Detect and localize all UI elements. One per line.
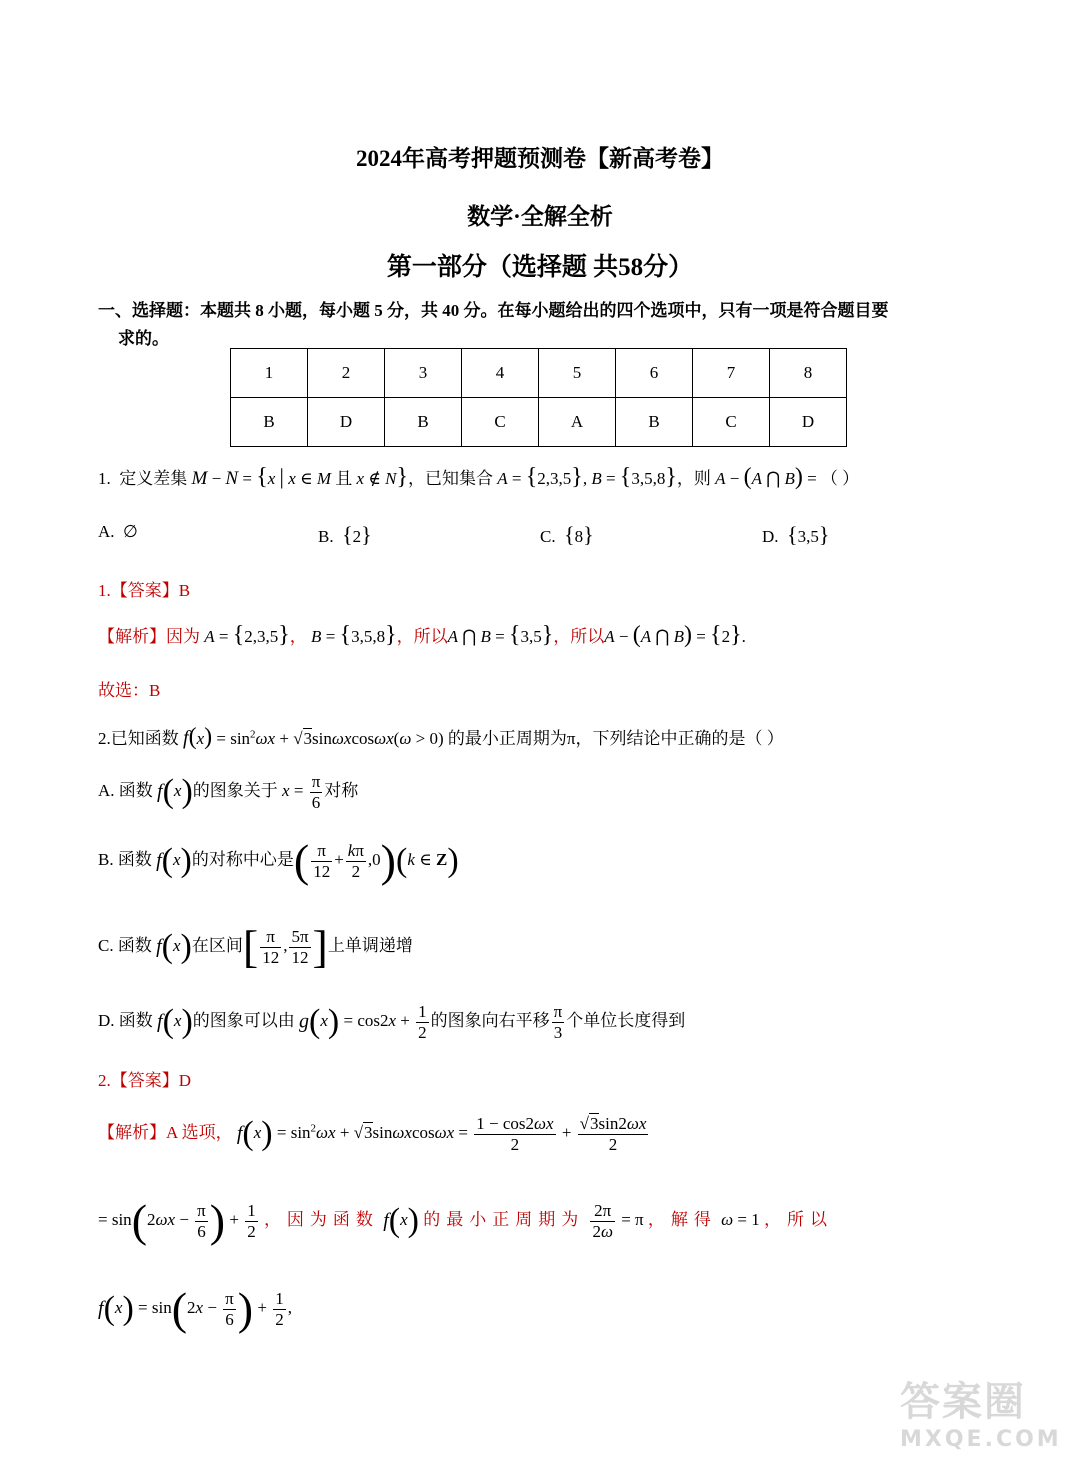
- question-text: ，已知集合: [408, 469, 494, 488]
- q2-analysis-line3: f(x) = sin(2x − $\frac{\pi}{6}$ ) + $\frac{1}{2}$ ,: [98, 1283, 292, 1334]
- question-number: 1.: [98, 469, 111, 488]
- analysis-text: ，所以: [764, 1209, 833, 1229]
- option-text: 上单调递增: [327, 935, 413, 955]
- option-text: C. 函数: [98, 935, 152, 955]
- table-cell: D: [308, 398, 385, 447]
- q2-analysis-line2: = sin(2ωx − $\frac{\pi}{6}$ ) + $\frac{1}{2}$ ，因为函数 f(x) 的最小正周期为 $\frac{2\pi}{2\omega}$ = π ，解得 ω = 1 ，所以: [98, 1195, 833, 1246]
- option-label: A.: [98, 522, 115, 541]
- watermark-logo: [900, 1370, 1070, 1450]
- watermark-line2: MXQE.COM: [900, 1427, 1062, 1452]
- question-text: 定义差集: [119, 469, 188, 488]
- option-label: C.: [540, 527, 556, 546]
- section-intro-line2: 求的。: [118, 329, 169, 348]
- table-cell: D: [770, 398, 847, 447]
- option-text: 的图象向右平移: [430, 1010, 550, 1030]
- q2-option-d: D. 函数 f(x)的图象可以由 g(x) = cos2x + $\frac{1}{2}$ 的图象向右平移 $\frac{\pi}{3}$ 个单位长度得到: [98, 1002, 686, 1042]
- table-cell: 2: [308, 349, 385, 398]
- page-subtitle: 数学·全解全析: [467, 204, 613, 229]
- analysis-text: ，解得: [647, 1209, 717, 1229]
- table-cell: A: [539, 398, 616, 447]
- question-text: 2.已知函数: [98, 729, 179, 748]
- question-text: 的最小正周期为π，下列结论中正确的是（ ）: [447, 729, 784, 748]
- table-cell: C: [462, 398, 539, 447]
- analysis-text: ，所以: [553, 627, 605, 646]
- q1-option-a: A. ∅: [98, 522, 138, 541]
- part-heading: 第一部分（选择题 共58分）: [386, 254, 694, 281]
- q2-analysis-line1: 【解析】A 选项， $f(x) = \sin^2\omega x + √3\sin\omega xcos\omega x$ = $\frac{1 - \cos 2\omega x}{2}$ + $\frac{√3\sin 2\omega x}{2}$: [98, 1114, 647, 1154]
- table-cell: 7: [693, 349, 770, 398]
- q2-option-b: B. 函数 f(x)的对称中心是( $\frac{\pi}{12}$ + $\frac{k\pi}{2}$ ,0)(k ∈ Z): [98, 835, 459, 886]
- answer-table-number-row: [231, 349, 847, 398]
- option-label: D.: [762, 527, 779, 546]
- question-2: 2.已知函数 $f(x) = \sin^2\omega x + √3\sin\omega xcos\omega x(\omega > 0)$ 的最小正周期为π，下列结论中正确的是（ ）: [98, 724, 784, 750]
- option-text: D. 函数: [98, 1010, 153, 1030]
- table-cell: C: [693, 398, 770, 447]
- page-title: 2024年高考押题预测卷【新高考卷】: [356, 146, 724, 171]
- analysis-label: 【解析】A 选项，: [98, 1122, 233, 1142]
- table-cell: 4: [462, 349, 539, 398]
- table-cell: B: [385, 398, 462, 447]
- option-text: 的图象关于: [192, 780, 278, 800]
- answer-table: [230, 348, 847, 447]
- table-cell: 5: [539, 349, 616, 398]
- section-intro-line1: 一、选择题：本题共 8 小题，每小题 5 分，共 40 分。在每小题给出的四个选项中，只有一项是符合题目要: [98, 301, 889, 320]
- option-text: 的对称中心是: [191, 849, 294, 869]
- option-label: B.: [318, 527, 334, 546]
- q2-option-a: A. 函数 f(x)的图象关于 x = $\frac{\pi}{6}$ 对称: [98, 772, 359, 812]
- table-cell: B: [231, 398, 308, 447]
- question-text: 且: [335, 469, 353, 488]
- watermark-line1: 答案圈: [900, 1379, 1026, 1425]
- question-1: 1. 定义差集 M − N = {x | x ∈ M 且 x ∉ N}，已知集合 A = {2,3,5}, B = {3,5,8}，则 A − (A ⋂ B) = （ ）: [98, 464, 860, 490]
- q1-option-b: B. {2}: [318, 522, 372, 547]
- option-text: 在区间: [191, 935, 243, 955]
- table-cell: 1: [231, 349, 308, 398]
- table-cell: 6: [616, 349, 693, 398]
- analysis-text: ，因为函数: [263, 1209, 379, 1229]
- question-text: ，则: [676, 469, 711, 488]
- table-cell: B: [616, 398, 693, 447]
- option-text: 对称: [324, 780, 359, 800]
- q2-answer: 2.【答案】D: [98, 1071, 192, 1090]
- analysis-text: 因为: [166, 627, 200, 646]
- q1-answer: 1.【答案】B: [98, 581, 191, 600]
- analysis-text: ，所以: [396, 627, 448, 646]
- q1-analysis: 【解析】因为 A = {2,3,5}， B = {3,5,8}，所以A ⋂ B = {3,5}，所以A − (A ⋂ B) = {2}.: [98, 622, 746, 648]
- q2-option-c: C. 函数 f(x)在区间[ $\frac{\pi}{12}$ , $\frac{5\pi}{12}$ ]上单调递增: [98, 921, 413, 972]
- option-text: A. 函数: [98, 780, 153, 800]
- q1-option-d: D. {3,5}: [762, 522, 830, 547]
- analysis-text: 的最小正周期为: [423, 1209, 585, 1229]
- question-text: （ ）: [820, 469, 860, 488]
- q1-option-c: C. {8}: [540, 522, 594, 547]
- table-cell: 8: [770, 349, 847, 398]
- option-text: 的图象可以由: [192, 1010, 295, 1030]
- analysis-label: 【解析】: [98, 627, 166, 646]
- answer-table-answer-row: [231, 398, 847, 447]
- option-text: 个单位长度得到: [566, 1010, 686, 1030]
- q1-conclusion: 故选：B: [98, 681, 161, 700]
- option-text: B. 函数: [98, 849, 152, 869]
- table-cell: 3: [385, 349, 462, 398]
